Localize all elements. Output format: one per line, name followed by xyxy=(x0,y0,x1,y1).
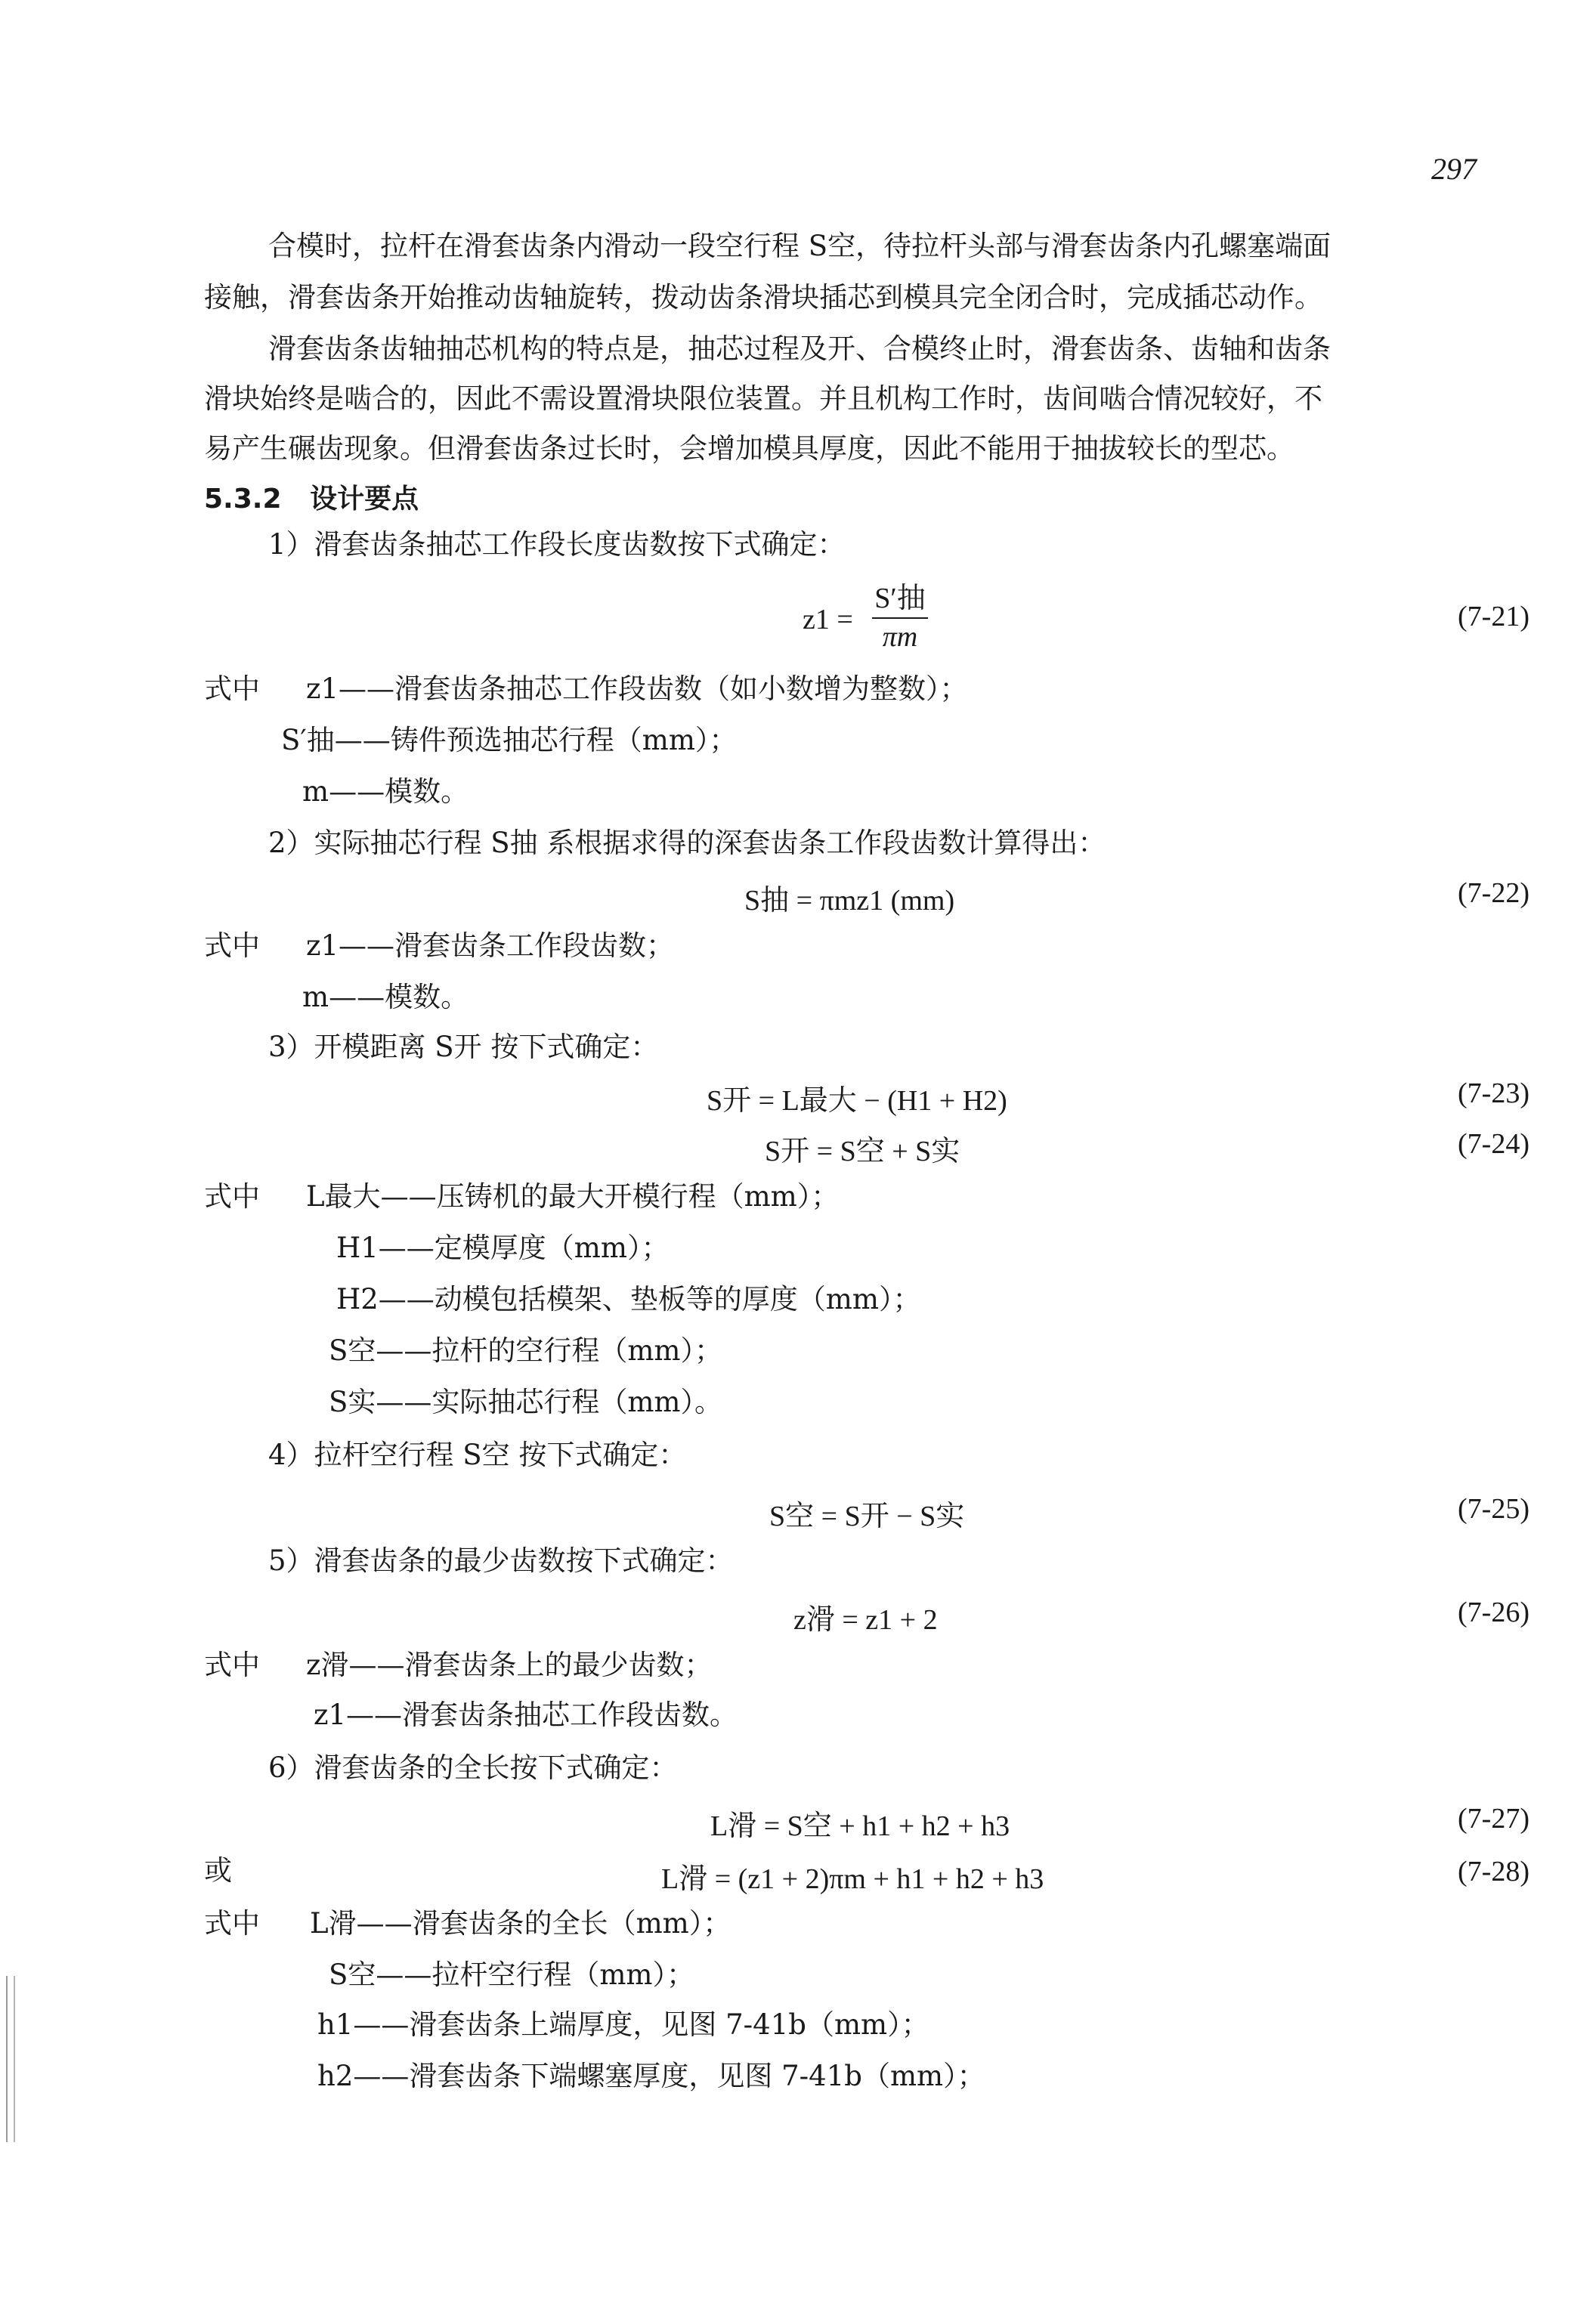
definition: h1——滑套齿条上端厚度，见图 7-41b（mm）； xyxy=(317,2008,929,2041)
equation-number: (7-27) xyxy=(1458,1803,1530,1835)
definition: h2——滑套齿条下端螺塞厚度，见图 7-41b（mm）； xyxy=(317,2060,985,2092)
equation: S开 = L最大 − (H1 + H2) xyxy=(707,1085,1007,1117)
fraction-bar xyxy=(872,617,928,619)
equation-prefix: 或 xyxy=(204,1854,232,1887)
list-item: 3）开模距离 S开 按下式确定： xyxy=(268,1031,659,1063)
page-number: 297 xyxy=(1431,152,1477,186)
list-item: 5）滑套齿条的最少齿数按下式确定： xyxy=(268,1544,734,1577)
equation: S抽 = πmz1 (mm) xyxy=(744,885,955,917)
equation-number: (7-23) xyxy=(1458,1077,1530,1109)
definition: S′抽——铸件预选抽芯行程（mm）； xyxy=(281,724,738,756)
equation-number: (7-22) xyxy=(1458,877,1530,909)
fraction-denominator: πm xyxy=(882,621,918,653)
equation: S空 = S开 − S实 xyxy=(769,1501,965,1532)
paragraph-line: 合模时，拉杆在滑套齿条内滑动一段空行程 S空，待拉杆头部与滑套齿条内孔螺塞端面 xyxy=(268,230,1332,262)
equation-number: (7-25) xyxy=(1458,1493,1530,1525)
definition: z1——滑套齿条工作段齿数； xyxy=(306,929,675,962)
scan-edge-line xyxy=(6,1976,8,2142)
list-item: 1）滑套齿条抽芯工作段长度齿数按下式确定： xyxy=(268,528,846,561)
definition: m——模数。 xyxy=(302,775,469,808)
list-item: 6）滑套齿条的全长按下式确定： xyxy=(268,1751,678,1784)
fraction-numerator: S′抽 xyxy=(874,583,926,614)
paragraph-line: 滑块始终是啮合的，因此不需设置滑块限位装置。并且机构工作时，齿间啮合情况较好，不 xyxy=(204,382,1322,415)
equation-number: (7-24) xyxy=(1458,1128,1530,1160)
equation-number: (7-28) xyxy=(1458,1856,1530,1887)
definition: z1——滑套齿条抽芯工作段齿数（如小数增为整数）； xyxy=(306,672,968,705)
paragraph-line: 接触，滑套齿条开始推动齿轴旋转，拨动齿条滑块插芯到模具完全闭合时，完成插芯动作。 xyxy=(204,281,1322,314)
equation: L滑 = (z1 + 2)πm + h1 + h2 + h3 xyxy=(661,1863,1044,1895)
equation: S开 = S空 + S实 xyxy=(765,1136,960,1167)
where-label: 式中 xyxy=(204,1180,260,1213)
where-label: 式中 xyxy=(204,1649,260,1681)
definition: z1——滑套齿条抽芯工作段齿数。 xyxy=(314,1699,738,1731)
definition: S空——拉杆的空行程（mm）； xyxy=(329,1334,723,1367)
equation-number: (7-26) xyxy=(1458,1597,1530,1628)
section-title: 设计要点 xyxy=(310,484,419,515)
equation-number: (7-21) xyxy=(1458,601,1530,632)
equation: z滑 = z1 + 2 xyxy=(793,1604,938,1636)
where-label: 式中 xyxy=(204,929,260,962)
scan-edge-line xyxy=(14,1976,15,2142)
equation: L滑 = S空 + h1 + h2 + h3 xyxy=(710,1810,1010,1842)
equation-fraction xyxy=(858,574,942,654)
definition: L滑——滑套齿条的全长（mm）； xyxy=(310,1907,732,1940)
definition: H2——动模包括模架、垫板等的厚度（mm）； xyxy=(336,1283,921,1315)
definition: m——模数。 xyxy=(302,981,469,1013)
paragraph-line: 滑套齿条齿轴抽芯机构的特点是，抽芯过程及开、合模终止时，滑套齿条、齿轴和齿条 xyxy=(268,332,1331,365)
definition: S实——实际抽芯行程（mm）。 xyxy=(329,1386,723,1418)
list-item: 2）实际抽芯行程 S抽 系根据求得的深套齿条工作段齿数计算得出： xyxy=(268,827,1106,859)
section-heading xyxy=(204,478,419,516)
equation-lhs: z1 = xyxy=(803,604,853,635)
definition: L最大——压铸机的最大开模行程（mm）； xyxy=(306,1180,840,1213)
definition: S空——拉杆空行程（mm）； xyxy=(329,1958,695,1991)
section-number: 5.3.2 xyxy=(204,484,282,515)
paragraph-line: 易产生碾齿现象。但滑套齿条过长时，会增加模具厚度，因此不能用于抽拔较长的型芯。 xyxy=(204,432,1294,465)
list-item: 4）拉杆空行程 S空 按下式确定： xyxy=(268,1439,687,1471)
definition: z滑——滑套齿条上的最少齿数； xyxy=(306,1649,713,1681)
where-label: 式中 xyxy=(204,672,260,705)
where-label: 式中 xyxy=(204,1907,260,1940)
definition: H1——定模厚度（mm）； xyxy=(336,1232,670,1264)
